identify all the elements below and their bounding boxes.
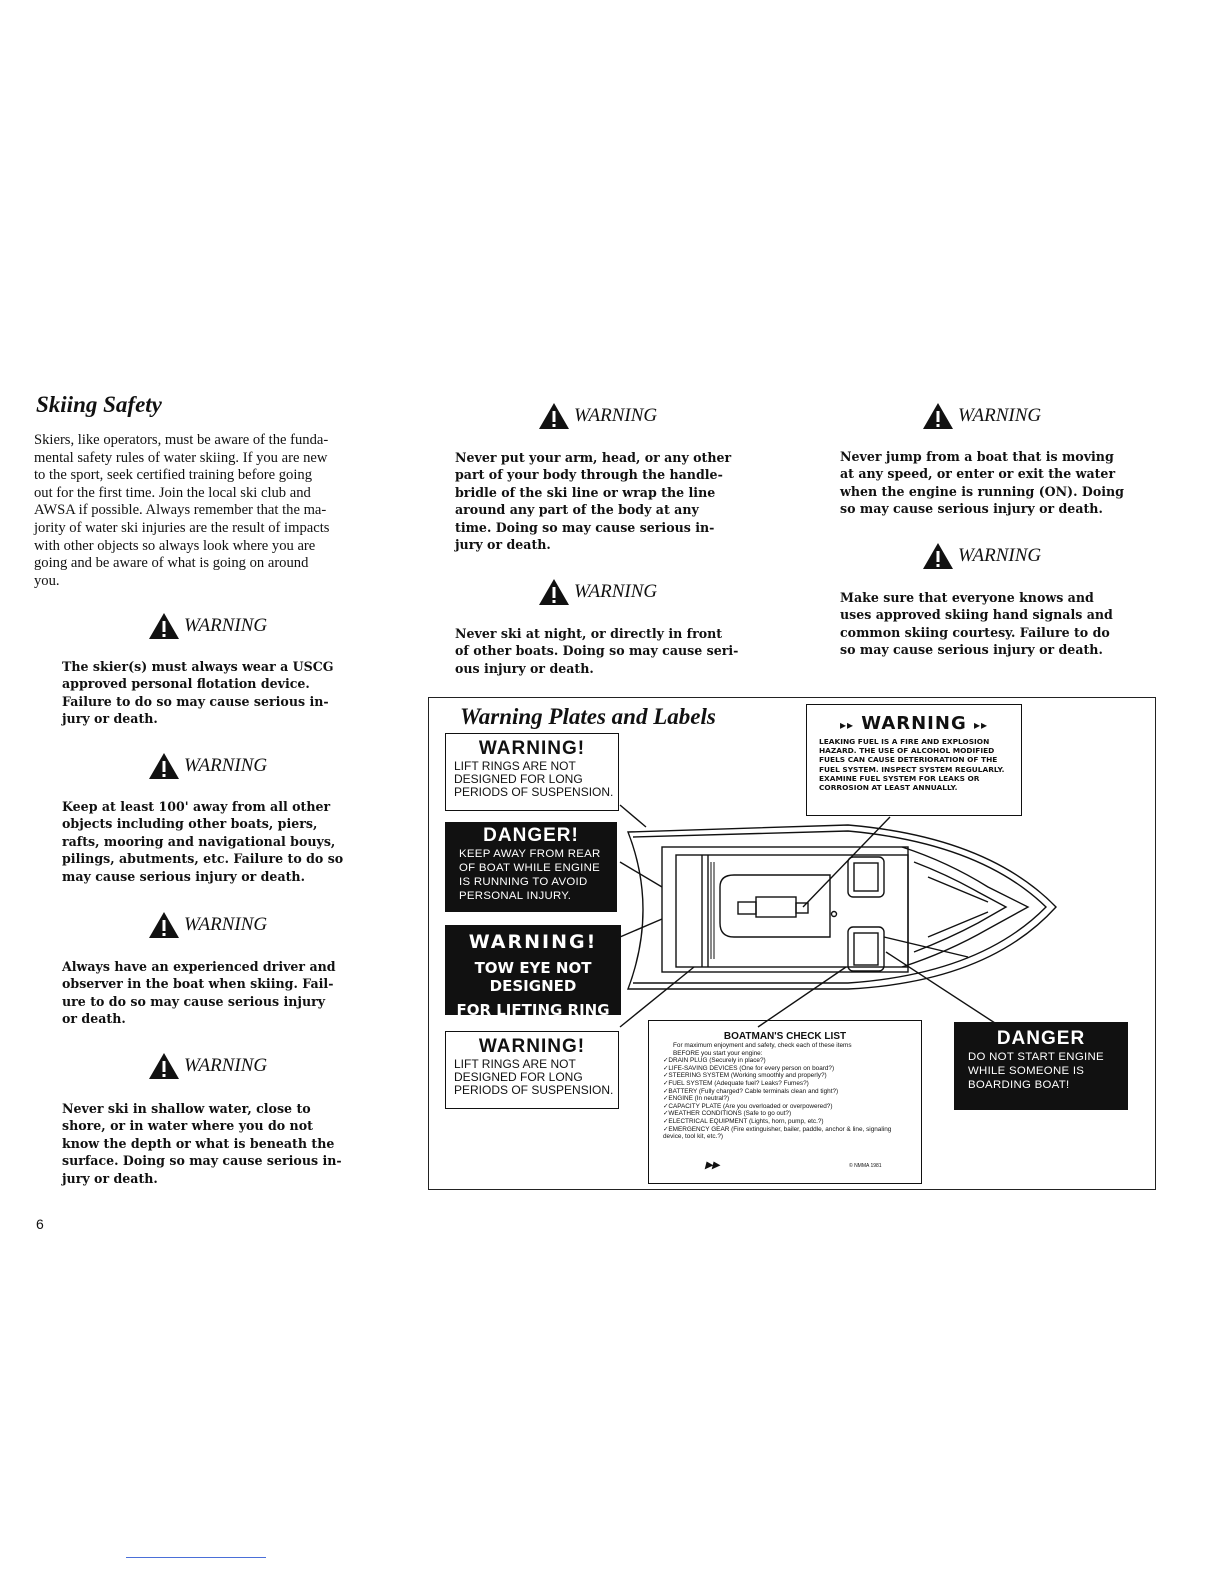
warning-line: Keep at least 100' away from all other bbox=[62, 799, 331, 814]
checklist-item: ✓ CAPACITY PLATE (Are you overloaded or overpowered?) bbox=[663, 1103, 913, 1111]
checklist-item: ✓ LIFE-SAVING DEVICES (One for every person on board?) bbox=[663, 1065, 913, 1073]
warning-line: of other boats. Doing so may cause seri- bbox=[455, 643, 739, 659]
warning-line: when the engine is running (ON). Doing bbox=[840, 483, 1124, 499]
warning-heading bbox=[148, 752, 267, 780]
warning-line: at any speed, or enter or exit the water bbox=[840, 466, 1116, 482]
warning-line: The skier(s) must always wear a USCG bbox=[62, 659, 334, 674]
danger-boarding-line: BOARDING BOAT! bbox=[968, 1079, 1070, 1091]
intro-line: going and be aware of what is going on around bbox=[34, 555, 309, 572]
danger-boarding-label bbox=[954, 1022, 1128, 1110]
warning-line: observer in the boat when skiing. Fail- bbox=[62, 976, 334, 992]
warning-heading-text: WARNING bbox=[574, 405, 658, 426]
warning-heading-text: WARNING bbox=[958, 545, 1042, 566]
intro-line: out for the first time. Join the local ski club and bbox=[34, 484, 311, 501]
checklist-title: BOATMAN'S CHECK LIST bbox=[723, 1031, 847, 1042]
warning-triangle-icon bbox=[538, 402, 570, 430]
fuel-warning-label bbox=[806, 704, 1022, 816]
warning-block bbox=[922, 402, 1041, 430]
warning-block bbox=[148, 752, 267, 780]
intro-line: you. bbox=[34, 572, 60, 589]
lift-rings-label-line: PERIODS OF SUSPENSION. bbox=[454, 785, 614, 799]
lift-rings-label-line: PERIODS OF SUSPENSION. bbox=[454, 1083, 614, 1097]
warning-line: part of your body through the handle- bbox=[455, 467, 723, 483]
warning-line: bridle of the ski line or wrap the line bbox=[455, 484, 716, 500]
intro-line: jority of water ski injuries are the result of impacts bbox=[34, 519, 330, 536]
warning-block bbox=[922, 542, 1041, 570]
warning-triangle-icon bbox=[148, 911, 180, 939]
boatmans-checklist bbox=[648, 1020, 922, 1184]
lift-rings-label-title: WARNING! bbox=[478, 1036, 586, 1057]
warning-heading-text: WARNING bbox=[184, 1055, 268, 1076]
warning-block bbox=[148, 911, 267, 939]
warning-line: Failure to do so may cause serious in- bbox=[62, 693, 329, 709]
tow-eye-title: WARNING! bbox=[468, 931, 598, 953]
checklist-item: ✓ ENGINE (In neutral?) bbox=[663, 1095, 913, 1103]
checklist-intro: BEFORE you start your engine: bbox=[673, 1049, 763, 1057]
checklist-intro: For maximum enjoyment and safety, check each of these items bbox=[673, 1042, 852, 1049]
warning-line: so may cause serious injury or death. bbox=[840, 642, 1103, 658]
checklist-item: ✓ STEERING SYSTEM (Working smoothly and properly?) bbox=[663, 1072, 913, 1080]
warning-block bbox=[148, 1052, 267, 1080]
checklist-items bbox=[649, 1057, 921, 1141]
warning-line: pilings, abutments, etc. Failure to do so bbox=[62, 851, 344, 867]
tow-eye-label bbox=[445, 925, 621, 1019]
warning-text bbox=[62, 958, 336, 1028]
checklist-item: ✓ FUEL SYSTEM (Adequate fuel? Leaks? Fumes?) bbox=[663, 1080, 913, 1088]
danger-boarding-line: WHILE SOMEONE IS bbox=[968, 1065, 1085, 1077]
intro-line: Skiers, like operators, must be aware of the funda- bbox=[34, 432, 329, 448]
fuel-warning-text bbox=[807, 734, 1021, 792]
warning-heading bbox=[148, 911, 267, 939]
danger-rear-label bbox=[445, 822, 617, 912]
warning-text bbox=[62, 1100, 342, 1187]
intro-line: mental safety rules of water skiing. If you are new bbox=[34, 449, 328, 466]
warning-line: rafts, mooring and navigational bouys, bbox=[62, 833, 336, 849]
warning-line: or death. bbox=[62, 1011, 126, 1027]
checklist-item: ✓ DRAIN PLUG (Securely in place?) bbox=[663, 1057, 913, 1065]
warning-heading-text: WARNING bbox=[184, 755, 268, 776]
checklist-item: ✓ ELECTRICAL EQUIPMENT (Lights, horn, pump, etc.?) bbox=[663, 1118, 913, 1126]
tow-eye-line: FOR LIFTING RING bbox=[456, 1001, 610, 1019]
section-title: Skiing Safety bbox=[36, 392, 162, 417]
intro-line: AWSA if possible. Always remember that the ma- bbox=[34, 502, 327, 519]
warning-line: jury or death. bbox=[455, 537, 551, 553]
fuel-warning-line: FUEL SYSTEM. INSPECT SYSTEM REGULARLY. bbox=[819, 764, 1005, 774]
lift-rings-label-title: WARNING! bbox=[478, 738, 586, 759]
warning-triangle-icon bbox=[148, 612, 180, 640]
warning-line: objects including other boats, piers, bbox=[62, 816, 318, 832]
warning-text bbox=[455, 449, 731, 553]
lift-rings-label-line: DESIGNED FOR LONG bbox=[454, 1070, 583, 1084]
fuel-warning-line: CORROSION AT LEAST ANNUALLY. bbox=[819, 783, 958, 793]
warning-heading bbox=[538, 402, 657, 430]
warning-text bbox=[455, 625, 738, 677]
warning-line: uses approved skiing hand signals and bbox=[840, 607, 1113, 623]
warning-line: around any part of the body at any bbox=[455, 502, 699, 518]
fuel-warning-line: HAZARD. THE USE OF ALCOHOL MODIFIED bbox=[819, 746, 995, 756]
danger-boarding-line: DO NOT START ENGINE bbox=[968, 1051, 1104, 1063]
warning-line: Never put your arm, head, or any other bbox=[455, 450, 732, 465]
warning-text bbox=[62, 658, 334, 728]
nmma-logo-icon: ▸▸ bbox=[839, 718, 854, 732]
warning-line: ous injury or death. bbox=[455, 660, 594, 676]
warning-triangle-icon bbox=[538, 578, 570, 606]
danger-rear-line: IS RUNNING TO AVOID bbox=[459, 876, 588, 888]
warning-line: Never ski in shallow water, close to bbox=[62, 1101, 311, 1116]
danger-boarding-title: DANGER bbox=[996, 1028, 1086, 1049]
fuel-warning-line: EXAMINE FUEL SYSTEM FOR LEAKS OR bbox=[819, 773, 980, 783]
warning-line: approved personal flotation device. bbox=[62, 676, 310, 692]
intro-line: with other objects so always look where you are bbox=[34, 537, 316, 554]
warning-text bbox=[62, 798, 343, 885]
figure-title: Warning Plates and Labels bbox=[460, 704, 716, 729]
warning-triangle-icon bbox=[148, 752, 180, 780]
nmma-logo-icon: ▸▸ bbox=[974, 718, 989, 732]
tow-eye-line: TOW EYE NOT DESIGNED bbox=[474, 959, 592, 995]
warning-heading-text: WARNING bbox=[184, 914, 268, 935]
fuel-warning-line: FUELS CAN CAUSE DETERIORATION OF THE bbox=[819, 755, 998, 765]
footer-rule bbox=[126, 1557, 266, 1558]
intro-line: to the sport, seek certified training before going bbox=[34, 467, 313, 484]
warning-line: time. Doing so may cause serious in- bbox=[455, 519, 715, 535]
checklist-item: ✓ BATTERY (Fully charged? Cable terminals clean and tight?) bbox=[663, 1088, 913, 1096]
warning-line: Never jump from a boat that is moving bbox=[840, 449, 1114, 464]
checklist-item: ✓ EMERGENCY GEAR (Fire extinguisher, bailer, paddle, anchor & line, signaling device, tool kit, etc.?) bbox=[663, 1126, 913, 1141]
warning-heading bbox=[148, 1052, 267, 1080]
warning-text bbox=[840, 448, 1124, 518]
warning-line: common skiing courtesy. Failure to do bbox=[840, 624, 1110, 640]
warning-line: know the depth or what is beneath the bbox=[62, 1135, 335, 1151]
warning-heading bbox=[538, 578, 657, 606]
lift-rings-label-line: DESIGNED FOR LONG bbox=[454, 772, 583, 786]
page-number: 6 bbox=[36, 1216, 44, 1232]
fuel-warning-heading bbox=[807, 713, 1021, 734]
fuel-warning-line: LEAKING FUEL IS A FIRE AND EXPLOSION bbox=[819, 737, 990, 746]
warning-line: surface. Doing so may cause serious in- bbox=[62, 1153, 342, 1169]
warning-line: Never ski at night, or directly in front bbox=[455, 626, 723, 641]
fuel-warning-title: WARNING bbox=[861, 713, 967, 734]
warning-line: Always have an experienced driver and bbox=[62, 959, 336, 974]
warning-triangle-icon bbox=[922, 542, 954, 570]
warning-triangle-icon bbox=[922, 402, 954, 430]
lift-rings-label-line: LIFT RINGS ARE NOT bbox=[454, 1057, 576, 1071]
warning-heading-text: WARNING bbox=[574, 581, 658, 602]
warning-line: jury or death. bbox=[62, 1170, 158, 1186]
danger-rear-line: KEEP AWAY FROM REAR bbox=[459, 848, 601, 860]
warning-line: shore, or in water where you do not bbox=[62, 1118, 313, 1134]
warning-block bbox=[538, 578, 657, 606]
danger-rear-line: OF BOAT WHILE ENGINE bbox=[459, 862, 601, 874]
danger-rear-line: PERSONAL INJURY. bbox=[459, 890, 572, 902]
warning-line: so may cause serious injury or death. bbox=[840, 501, 1103, 517]
danger-rear-title: DANGER! bbox=[483, 825, 579, 846]
lift-rings-label-line: LIFT RINGS ARE NOT bbox=[454, 759, 576, 773]
warning-triangle-icon bbox=[148, 1052, 180, 1080]
warning-line: jury or death. bbox=[62, 711, 158, 727]
warning-text bbox=[840, 589, 1113, 659]
lift-rings-label bbox=[445, 733, 619, 811]
checklist-copyright: © NMMA 1981 bbox=[849, 1163, 882, 1169]
warning-line: ure to do so may cause serious injury bbox=[62, 993, 326, 1009]
nmma-logo-icon: ▸▸ bbox=[705, 1156, 720, 1172]
warning-heading-text: WARNING bbox=[958, 405, 1042, 426]
warning-line: Make sure that everyone knows and bbox=[840, 590, 1094, 605]
warning-heading-text: WARNING bbox=[184, 615, 268, 636]
warning-heading bbox=[148, 612, 267, 640]
warning-block bbox=[148, 612, 267, 640]
warning-heading bbox=[922, 402, 1041, 430]
warning-block bbox=[538, 402, 657, 430]
warning-line: may cause serious injury or death. bbox=[62, 868, 305, 884]
intro-paragraph bbox=[34, 432, 394, 590]
checklist-item: ✓ WEATHER CONDITIONS (Safe to go out?) bbox=[663, 1110, 913, 1118]
warning-heading bbox=[922, 542, 1041, 570]
lift-rings-label bbox=[445, 1031, 619, 1109]
